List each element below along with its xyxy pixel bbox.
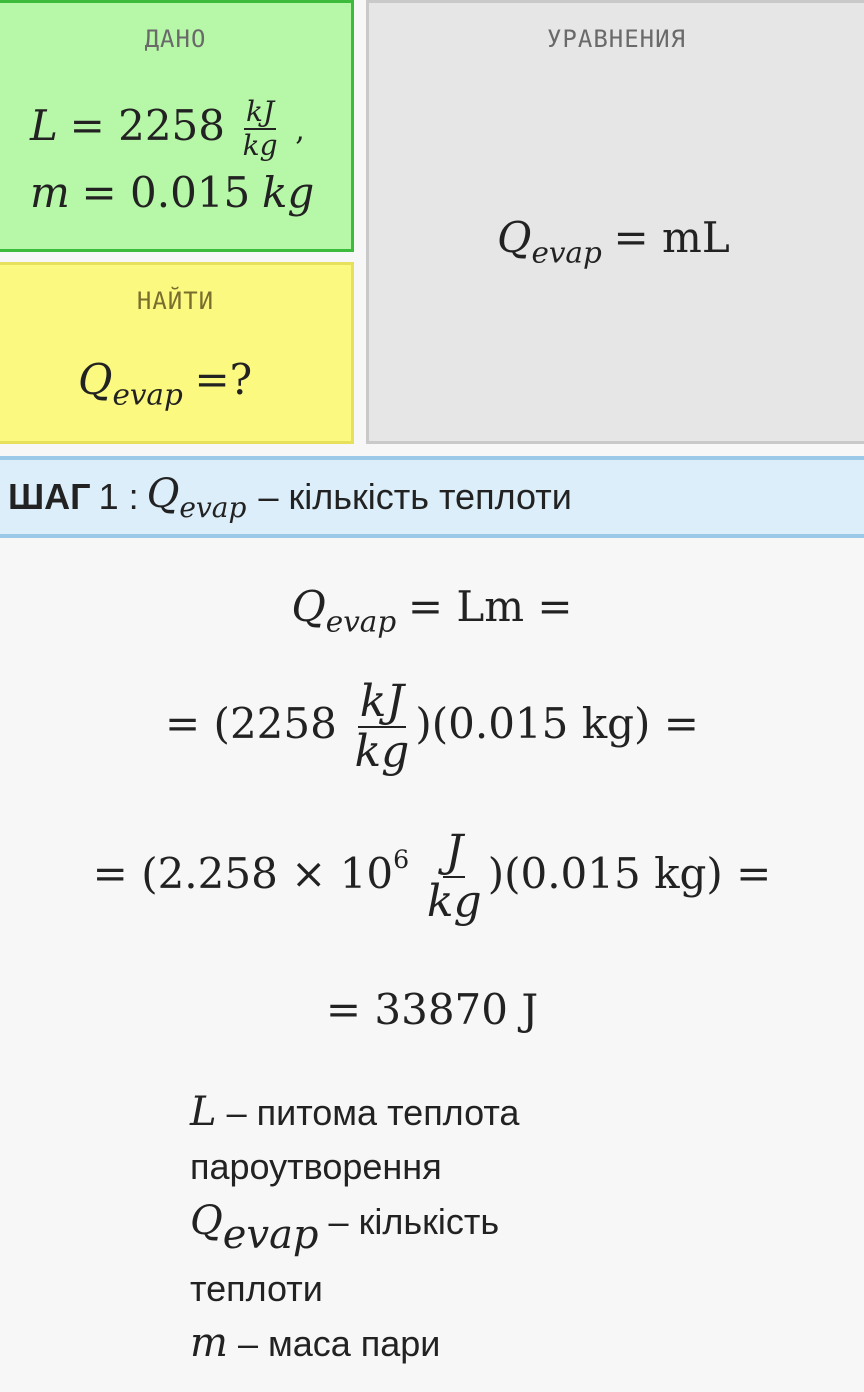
step-description: – кількість теплоти — [258, 476, 572, 517]
legend-item-L-cont: пароутворення — [190, 1146, 442, 1187]
find-title: НАЙТИ — [136, 287, 215, 315]
given-mass: m = 0.015 kg — [30, 168, 315, 217]
equations-panel — [366, 0, 864, 444]
legend-item-m: m – маса пари — [190, 1320, 441, 1366]
solution-result: = 33870 J — [325, 985, 539, 1034]
given-panel — [0, 0, 354, 252]
equation-formula: $Q_{evap}$ = mL — [497, 213, 730, 270]
find-panel — [0, 262, 354, 444]
solution-line-1: $Q_{evap} = Lm$ = — [291, 582, 573, 639]
legend-item-L: L – питома теплота — [190, 1089, 520, 1135]
legend-item-Q-cont: теплоти — [190, 1268, 323, 1309]
equations-title: УРАВНЕНИЯ — [546, 25, 687, 53]
find-unknown: $Q_{evap}$ =? — [78, 355, 253, 412]
unit-fraction: $\frac{kJ}{kg}$ — [242, 95, 278, 162]
given-title: ДАНО — [144, 25, 207, 53]
step-header — [0, 456, 864, 538]
given-latent-heat: L = 2258 $\frac{kJ}{kg}$ , — [30, 95, 305, 162]
step-label: ШАГ — [8, 476, 91, 517]
legend-item-Q: Qevap – кількість — [190, 1198, 500, 1258]
solution-line-2: = (2258 $\frac{kJ}{kg}$ )(0.015 kg) = — [165, 676, 699, 777]
solution-line-3: = ($2.258 \times 10^6$ $\frac{J}{kg}$ )(0.015 kg) = — [92, 826, 772, 927]
step-number: 1 : — [98, 476, 139, 517]
variable-legend — [190, 1085, 519, 1371]
step-symbol: $Q_{evap}$ — [146, 470, 247, 524]
